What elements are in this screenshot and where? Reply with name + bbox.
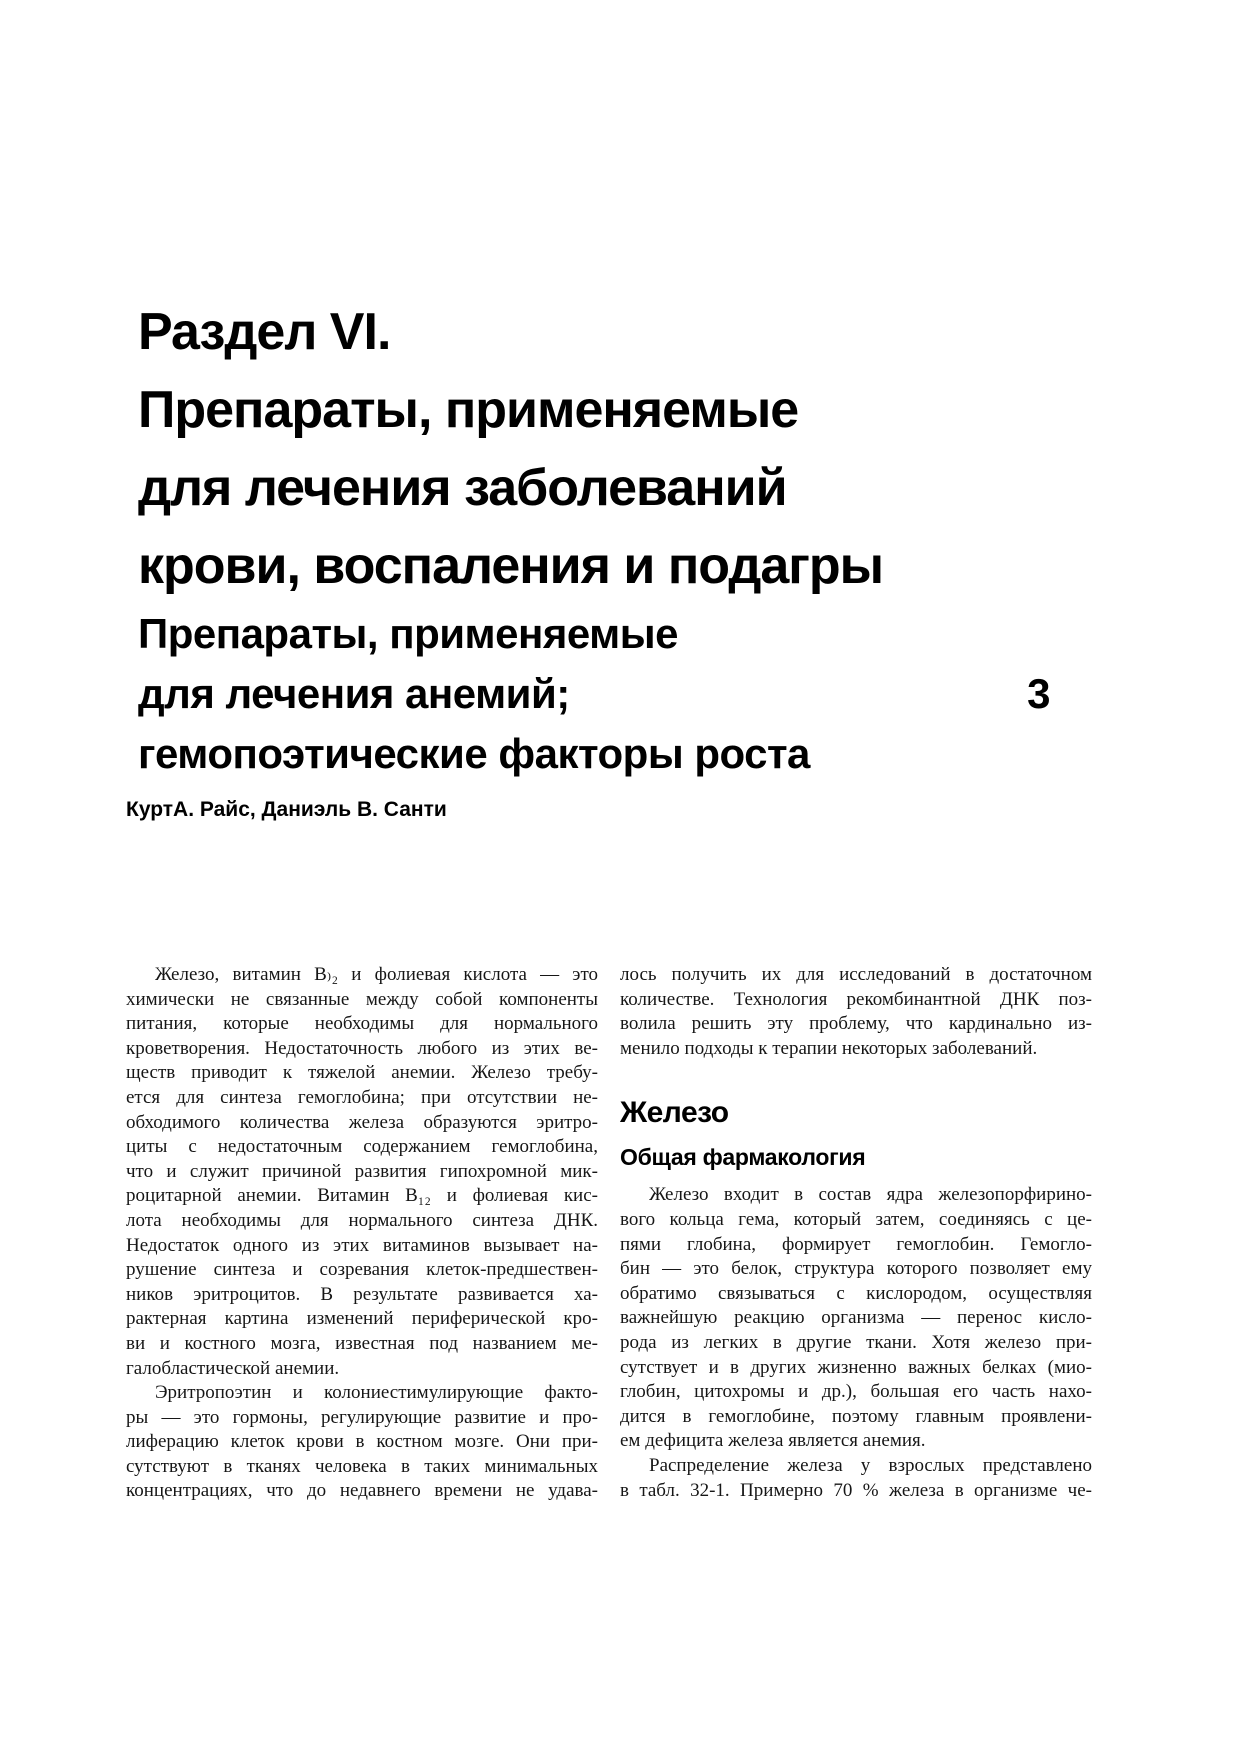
text-line: циты с недостаточным содержанием гемоглобина, (126, 1136, 598, 1158)
text-line: для лечения заболеваний (138, 459, 787, 517)
chapter-title-line-1: Препараты, применяемые (138, 610, 678, 657)
text-line: сутствует и в других жизненно важных белках (мио- (620, 1356, 1092, 1378)
subheading-general-pharmacology: Общая фармакология (620, 1144, 866, 1171)
text-line: количестве. Технология рекомбинантной ДНК поз- (620, 988, 1092, 1010)
text-line: что и служит причиной развития гипохромной мик- (126, 1160, 598, 1182)
paragraph-distribution (620, 1454, 1092, 1503)
chapter-title-line-2: для лечения анемий; (138, 670, 570, 717)
text-line: пями глобина, формирует гемоглобин. Гемогло- (620, 1233, 1092, 1255)
text-line: обходимого количества железа образуются эритро- (126, 1111, 598, 1133)
text-line: крови, воспаления и подагры (138, 537, 884, 595)
paragraph-hemoglobin (620, 1183, 1092, 1454)
right-column (620, 963, 1092, 1503)
text-line: лиферацию клеток крови в костном мозге. Они при- (126, 1431, 598, 1453)
text-line: обратимо связываться с кислородом, осуществляя (620, 1282, 1092, 1304)
text-line: ви и костного мозга, известная под названием ме- (126, 1332, 598, 1354)
text-line: химически не связанные между собой компоненты (126, 988, 598, 1010)
text-line: глобин, цитохромы и др.), большая его часть нахо- (620, 1381, 1092, 1403)
text-line: ем дефицита железа является анемия. (620, 1430, 926, 1452)
text-line: менило подходы к терапии некоторых заболеваний. (620, 1037, 1038, 1059)
text-line: Железо входит в состав ядра железопорфирино- (649, 1184, 1092, 1206)
text-line: ры — это гормоны, регулирующие развитие и про- (126, 1406, 598, 1428)
text-line: важнейшую реакцию организма — перенос кисло- (620, 1307, 1092, 1329)
text-line: Препараты, применяемые (138, 381, 799, 439)
paragraph-erythropoietin (126, 1381, 598, 1504)
text-line: Железо, витамин В₎₂ и фолиевая кислота — это (155, 964, 598, 985)
text-line: вого кольца гема, который затем, соединяясь с це- (620, 1208, 1092, 1230)
text-line: концентрациях, что до недавнего времени не удава- (126, 1480, 598, 1502)
paragraph-continuation (620, 963, 1092, 1061)
text-line: кроветворения. Недостаточность любого из этих ве- (126, 1037, 598, 1059)
text-line: Эритропоэтин и колониестимулирующие факто- (155, 1382, 598, 1404)
text-line: рода из легких в другие ткани. Хотя железо при- (620, 1331, 1092, 1353)
text-line: рактерная картина изменений периферической кро- (126, 1308, 598, 1330)
text-line: Раздел VI. (138, 303, 391, 361)
chapter-title-line-3: гемопоэтические факторы роста (138, 730, 810, 777)
text-line: ников эритроцитов. В результате развивается ха- (126, 1283, 598, 1305)
chapter-title (138, 604, 1050, 784)
text-line: Недостаток одного из этих витаминов вызывает на- (126, 1234, 598, 1256)
section-title (138, 293, 883, 605)
text-line: бин — это белок, структура которого позволяет ему (620, 1258, 1092, 1280)
text-line: рушение синтеза и созревания клеток-предшествен- (126, 1259, 598, 1281)
text-line: Распределение железа у взрослых представлено (649, 1454, 1092, 1476)
text-line: роцитарной анемии. Витамин В₁₂ и фолиевая кис- (126, 1185, 598, 1207)
text-line: ществ приводит к тяжелой анемии. Железо требу- (126, 1062, 598, 1084)
left-column (126, 963, 598, 1504)
text-line: сутствуют в тканях человека в таких минимальных (126, 1455, 598, 1477)
text-line: в табл. 32-1. Примерно 70 % железа в организме че- (620, 1479, 1092, 1501)
text-line: питания, которые необходимы для нормального (126, 1013, 598, 1035)
text-line: лось получить их для исследований в достаточном (620, 964, 1092, 985)
chapter-number: 3 (1027, 670, 1050, 717)
text-line: дится в гемоглобине, поэтому главным проявлени- (620, 1405, 1092, 1427)
text-line: галобластической анемии. (126, 1357, 340, 1379)
chapter-title-row (138, 664, 1050, 724)
text-line: волила решить эту проблему, что кардинально из- (620, 1013, 1092, 1035)
text-line: ется для синтеза гемоглобина; при отсутствии не- (126, 1086, 598, 1108)
heading-iron: Железо (620, 1096, 729, 1130)
paragraph-intro (126, 963, 598, 1381)
authors-line: КуртА. Райс, Даниэль В. Санти (126, 798, 447, 821)
text-line: лота необходимы для нормального синтеза ДНК. (126, 1209, 598, 1231)
